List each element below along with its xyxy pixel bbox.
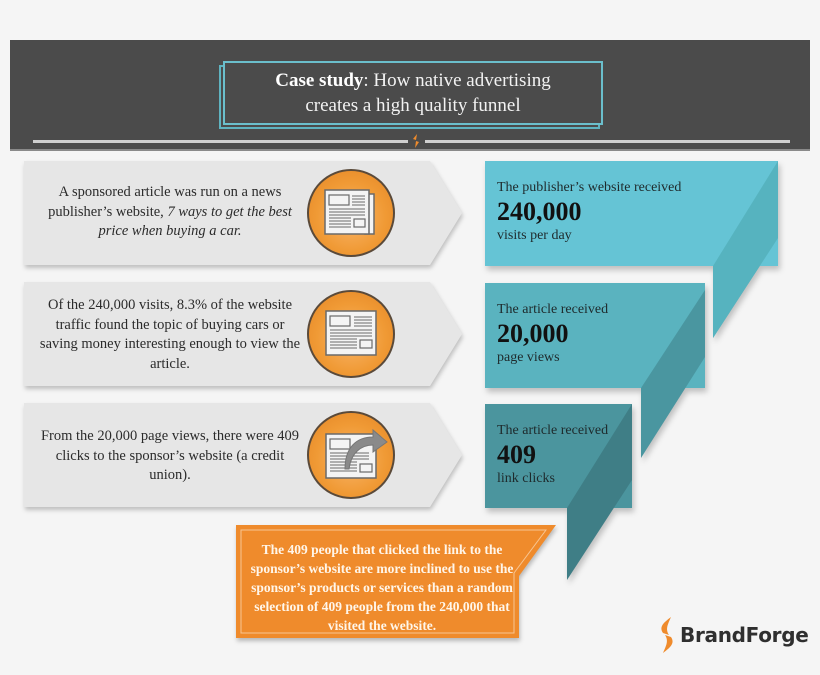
step-text-italic: 7 ways to get the best price when buying a car. [98,203,292,239]
funnel-tail: link clicks [497,471,555,486]
title-line-2: creates a high quality funnel [305,95,521,116]
step-text-plain: A sponsored article was run on a news publisher’s website, [48,184,282,220]
funnel-lead: The publisher’s website received [497,180,682,195]
brand-name: BrandForge [680,623,809,647]
funnel-value: 240,000 [497,197,582,226]
brand-logo [659,617,809,653]
title-bold: Case study [275,70,364,91]
step-text: Of the 240,000 visits, 8.3% of the website traffic found the topic of buying cars or saving money interesting enough to view the article. [39,297,301,372]
step-text: From the 20,000 page views, there were 409 clicks to the sponsor’s website (a credit union). [40,428,300,483]
funnel-lead: The article received [497,302,609,317]
funnel-value: 409 [497,440,536,469]
callout-text: The 409 people that clicked the link to the sponsor’s website are more inclined to use the sponsor’s products or services than a random selection of 409 people from the 240,000 that visited the website. [250,542,514,633]
funnel-tail: page views [497,350,560,365]
title-rest: : How native advertising [363,70,551,91]
funnel-value: 20,000 [497,319,569,348]
brandforge-logo-icon [659,617,675,653]
funnel-lead: The article received [497,423,609,438]
funnel-tail: visits per day [497,228,572,243]
